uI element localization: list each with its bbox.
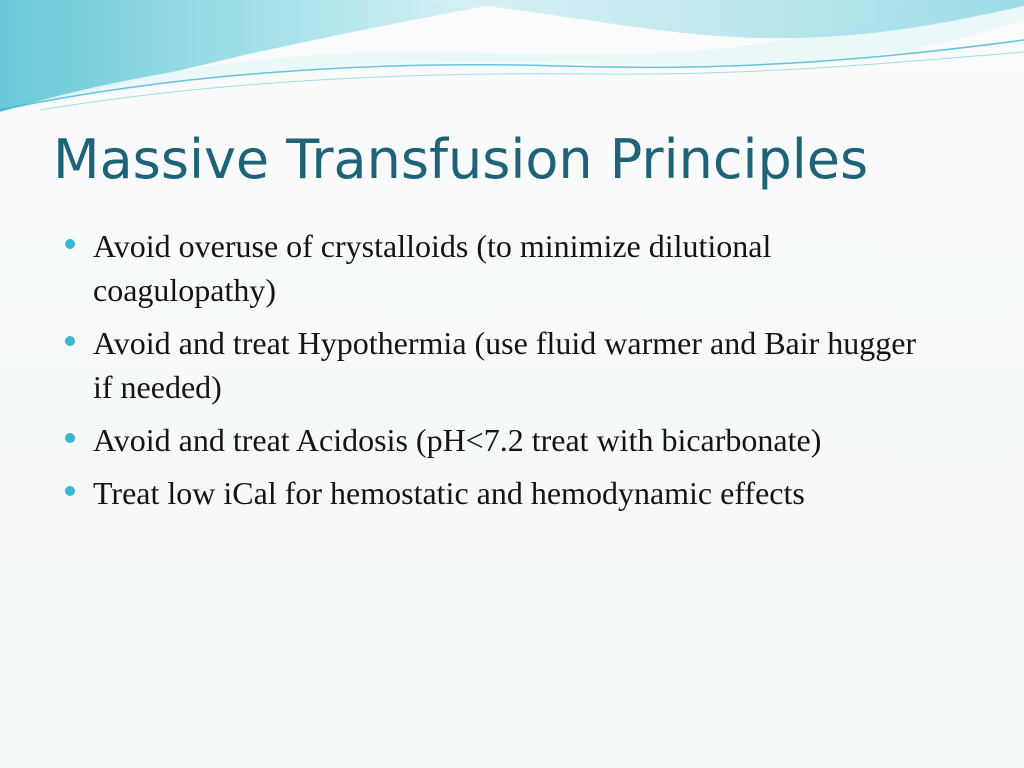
bullet-item — [62, 418, 942, 462]
bullet-dot-icon — [65, 486, 75, 496]
bullet-item — [62, 471, 942, 515]
bullet-text: Avoid and treat Hypothermia (use fluid warmer and Bair hugger if needed) — [93, 325, 917, 405]
bullet-text: Avoid overuse of crystalloids (to minimize dilutional coagulopathy) — [93, 228, 772, 308]
bullet-dot-icon — [65, 433, 75, 443]
bullet-text: Treat low iCal for hemostatic and hemodynamic effects — [93, 475, 805, 511]
bullet-list — [62, 224, 942, 524]
bullet-dot-icon — [65, 336, 75, 346]
header-wave-decoration — [0, 0, 1024, 120]
bullet-item — [62, 321, 942, 409]
bullet-item — [62, 224, 942, 312]
slide-title: Massive Transfusion Principles — [53, 128, 869, 191]
bullet-dot-icon — [65, 239, 75, 249]
bullet-text: Avoid and treat Acidosis (pH<7.2 treat with bicarbonate) — [93, 422, 822, 458]
